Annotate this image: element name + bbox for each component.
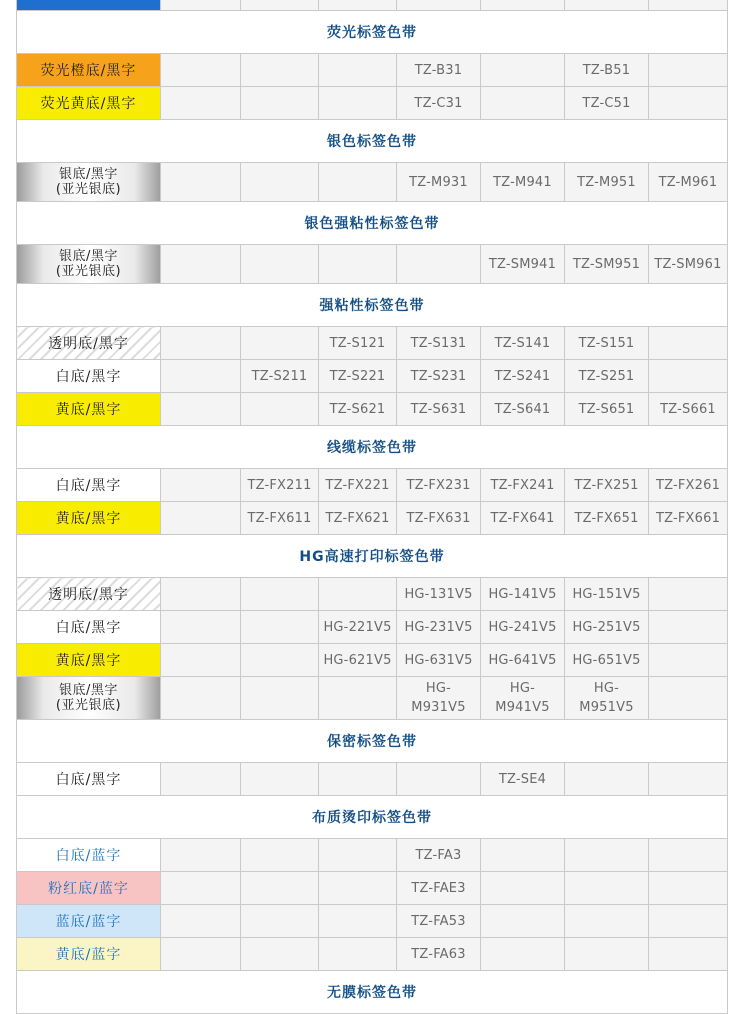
- empty-cell: [649, 360, 728, 393]
- empty-cell: [161, 245, 241, 284]
- section-header: [17, 971, 728, 1014]
- tape-model-cell: HG-221V5: [319, 611, 397, 644]
- empty-cell: [161, 502, 241, 535]
- empty-cell: [649, 872, 728, 905]
- empty-cell: [241, 677, 319, 720]
- tape-model-cell: TZ-S131: [397, 327, 481, 360]
- empty-cell: [319, 839, 397, 872]
- tape-model-cell: TZ-FX261: [649, 469, 728, 502]
- empty-cell: [161, 393, 241, 426]
- tape-model-cell: TZ-S241: [481, 360, 565, 393]
- section-header: [17, 284, 728, 327]
- tape-model-cell: TZ-S621: [319, 393, 397, 426]
- tape-model-cell: TZ-C51: [565, 87, 649, 120]
- tape-model-cell: HG-241V5: [481, 611, 565, 644]
- tape-model-cell: TZ-FX621: [319, 502, 397, 535]
- table-row: [17, 611, 728, 644]
- tape-color-label: 蓝底/蓝字: [17, 905, 161, 938]
- empty-cell: [397, 763, 481, 796]
- table-row-partial: [17, 0, 728, 11]
- table-row: [17, 763, 728, 796]
- empty-cell: [565, 938, 649, 971]
- tape-model-cell: TZ-B51: [565, 54, 649, 87]
- tape-model-cell: HG- M951V5: [565, 677, 649, 720]
- section-title: 保密标签色带: [17, 720, 728, 763]
- tape-model-cell: TZ-M951: [565, 163, 649, 202]
- tape-model-cell: TZ-FX211: [241, 469, 319, 502]
- table-row: [17, 502, 728, 535]
- empty-cell: [161, 360, 241, 393]
- tape-model-cell: TZ-M931: [397, 163, 481, 202]
- tape-color-label: 白底/黑字: [17, 611, 161, 644]
- empty-cell: [649, 763, 728, 796]
- empty-cell: [161, 611, 241, 644]
- empty-cell: [649, 611, 728, 644]
- empty-cell: [241, 245, 319, 284]
- tape-color-label: 粉红底/蓝字: [17, 872, 161, 905]
- tape-model-cell: TZ-FX631: [397, 502, 481, 535]
- tape-model-cell: TZ-M961: [649, 163, 728, 202]
- empty-cell: [649, 905, 728, 938]
- empty-cell: [241, 578, 319, 611]
- tape-color-label: 白底/黑字: [17, 360, 161, 393]
- table-row: [17, 393, 728, 426]
- tape-model-cell: TZ-FA63: [397, 938, 481, 971]
- tape-model-cell: HG-631V5: [397, 644, 481, 677]
- empty-cell: [161, 644, 241, 677]
- tape-color-label: 银底/黑字 (亚光银底): [17, 245, 161, 284]
- tape-model-cell: TZ-S151: [565, 327, 649, 360]
- tape-color-label: 荧光黄底/黑字: [17, 87, 161, 120]
- empty-cell: [649, 839, 728, 872]
- section-header: [17, 11, 728, 54]
- section-title: 强粘性标签色带: [17, 284, 728, 327]
- tape-model-cell: TZ-FX641: [481, 502, 565, 535]
- tape-model-cell: TZ-S651: [565, 393, 649, 426]
- section-title: 线缆标签色带: [17, 426, 728, 469]
- empty-cell: [649, 644, 728, 677]
- tape-color-label: 白底/黑字: [17, 763, 161, 796]
- tape-color-label: 黄底/黑字: [17, 644, 161, 677]
- tape-model-cell: TZ-SM961: [649, 245, 728, 284]
- table-row: [17, 677, 728, 720]
- empty-cell: [319, 938, 397, 971]
- section-title: 荧光标签色带: [17, 11, 728, 54]
- empty-cell: [241, 905, 319, 938]
- tape-model-cell: TZ-S251: [565, 360, 649, 393]
- empty-cell: [161, 905, 241, 938]
- empty-cell: [161, 578, 241, 611]
- tape-model-cell: TZ-C31: [397, 87, 481, 120]
- empty-cell: [319, 677, 397, 720]
- tape-color-label: 白底/蓝字: [17, 839, 161, 872]
- partial-color-cell: [17, 0, 161, 11]
- tape-model-cell: TZ-S121: [319, 327, 397, 360]
- empty-cell: [161, 163, 241, 202]
- section-title: 无膜标签色带: [17, 971, 728, 1014]
- table-row: [17, 644, 728, 677]
- tape-compatibility-table: [16, 0, 728, 1014]
- empty-cell: [319, 872, 397, 905]
- empty-cell: [161, 872, 241, 905]
- empty-cell: [241, 763, 319, 796]
- empty-cell: [241, 611, 319, 644]
- tape-model-cell: TZ-FX241: [481, 469, 565, 502]
- table-row: [17, 469, 728, 502]
- table-row: [17, 327, 728, 360]
- table-row: [17, 905, 728, 938]
- tape-color-label: 银底/黑字 (亚光银底): [17, 677, 161, 720]
- empty-cell: [649, 938, 728, 971]
- tape-model-cell: TZ-S211: [241, 360, 319, 393]
- empty-cell: [565, 763, 649, 796]
- tape-model-cell: TZ-FX231: [397, 469, 481, 502]
- empty-cell: [241, 87, 319, 120]
- table-row: [17, 245, 728, 284]
- section-header: [17, 720, 728, 763]
- table-body: [17, 0, 728, 1014]
- empty-cell: [565, 905, 649, 938]
- tape-color-label: 银底/黑字 (亚光银底): [17, 163, 161, 202]
- section-title: 银色标签色带: [17, 120, 728, 163]
- empty-cell: [241, 644, 319, 677]
- tape-color-label: 透明底/黑字: [17, 578, 161, 611]
- tape-model-cell: TZ-S221: [319, 360, 397, 393]
- empty-cell: [161, 938, 241, 971]
- empty-cell: [319, 54, 397, 87]
- section-title: HG高速打印标签色带: [17, 535, 728, 578]
- tape-color-label: 透明底/黑字: [17, 327, 161, 360]
- section-header: [17, 535, 728, 578]
- tape-model-cell: HG-651V5: [565, 644, 649, 677]
- empty-cell: [649, 677, 728, 720]
- tape-model-cell: HG- M941V5: [481, 677, 565, 720]
- tape-model-cell: TZ-SE4: [481, 763, 565, 796]
- empty-cell: [319, 578, 397, 611]
- empty-cell: [319, 245, 397, 284]
- section-header: [17, 426, 728, 469]
- table-row: [17, 839, 728, 872]
- tape-color-label: 黄底/黑字: [17, 393, 161, 426]
- empty-cell: [161, 839, 241, 872]
- tape-model-cell: HG-231V5: [397, 611, 481, 644]
- empty-cell: [481, 839, 565, 872]
- empty-cell: [481, 905, 565, 938]
- empty-cell: [565, 872, 649, 905]
- empty-cell: [649, 327, 728, 360]
- tape-model-cell: TZ-B31: [397, 54, 481, 87]
- section-header: [17, 796, 728, 839]
- empty-cell: [481, 87, 565, 120]
- empty-cell: [241, 327, 319, 360]
- empty-cell: [319, 163, 397, 202]
- empty-cell: [161, 763, 241, 796]
- tape-model-cell: TZ-FX611: [241, 502, 319, 535]
- empty-cell: [161, 54, 241, 87]
- empty-cell: [481, 938, 565, 971]
- empty-cell: [649, 578, 728, 611]
- empty-cell: [649, 54, 728, 87]
- tape-model-cell: TZ-FAE3: [397, 872, 481, 905]
- tape-model-cell: TZ-S641: [481, 393, 565, 426]
- empty-cell: [241, 872, 319, 905]
- empty-cell: [161, 469, 241, 502]
- tape-model-cell: TZ-FX251: [565, 469, 649, 502]
- tape-color-label: 黄底/蓝字: [17, 938, 161, 971]
- empty-cell: [397, 245, 481, 284]
- tape-model-cell: TZ-M941: [481, 163, 565, 202]
- table-row: [17, 54, 728, 87]
- tape-model-cell: HG- M931V5: [397, 677, 481, 720]
- table-row: [17, 938, 728, 971]
- tape-model-cell: TZ-S661: [649, 393, 728, 426]
- section-title: 银色强粘性标签色带: [17, 202, 728, 245]
- empty-cell: [565, 839, 649, 872]
- empty-cell: [161, 677, 241, 720]
- tape-model-cell: HG-131V5: [397, 578, 481, 611]
- section-title: 布质烫印标签色带: [17, 796, 728, 839]
- tape-model-cell: TZ-SM951: [565, 245, 649, 284]
- empty-cell: [241, 839, 319, 872]
- empty-cell: [161, 87, 241, 120]
- tape-model-cell: TZ-SM941: [481, 245, 565, 284]
- empty-cell: [649, 87, 728, 120]
- empty-cell: [241, 163, 319, 202]
- tape-model-cell: HG-151V5: [565, 578, 649, 611]
- empty-cell: [241, 54, 319, 87]
- tape-model-cell: HG-641V5: [481, 644, 565, 677]
- tape-color-label: 黄底/黑字: [17, 502, 161, 535]
- tape-model-cell: HG-251V5: [565, 611, 649, 644]
- empty-cell: [319, 905, 397, 938]
- tape-model-cell: TZ-FA3: [397, 839, 481, 872]
- tape-model-cell: TZ-S231: [397, 360, 481, 393]
- section-header: [17, 120, 728, 163]
- tape-model-cell: TZ-S141: [481, 327, 565, 360]
- empty-cell: [241, 938, 319, 971]
- table-row: [17, 578, 728, 611]
- tape-model-cell: HG-141V5: [481, 578, 565, 611]
- empty-cell: [481, 872, 565, 905]
- tape-model-cell: TZ-FX221: [319, 469, 397, 502]
- tape-model-cell: HG-621V5: [319, 644, 397, 677]
- empty-cell: [241, 393, 319, 426]
- empty-cell: [319, 87, 397, 120]
- tape-model-cell: TZ-FX661: [649, 502, 728, 535]
- empty-cell: [161, 327, 241, 360]
- tape-model-cell: TZ-FA53: [397, 905, 481, 938]
- table-row: [17, 360, 728, 393]
- empty-cell: [481, 54, 565, 87]
- tape-model-cell: TZ-FX651: [565, 502, 649, 535]
- tape-model-cell: TZ-S631: [397, 393, 481, 426]
- table-row: [17, 872, 728, 905]
- empty-cell: [319, 763, 397, 796]
- tape-color-label: 白底/黑字: [17, 469, 161, 502]
- table-row: [17, 163, 728, 202]
- tape-color-label: 荧光橙底/黑字: [17, 54, 161, 87]
- table-row: [17, 87, 728, 120]
- section-header: [17, 202, 728, 245]
